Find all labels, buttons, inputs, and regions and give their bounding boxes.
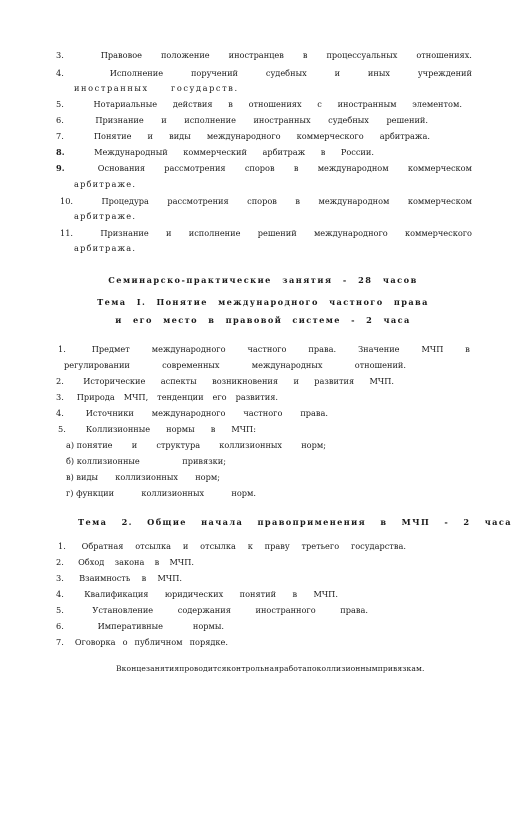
list-item: 1. Предмет международного частного права. Значение МЧП в bbox=[58, 344, 470, 354]
topic1-title-line2: и его место в правовой системе - 2 часа bbox=[115, 315, 411, 325]
list-item: 8. Международный коммерческий арбитраж в России. bbox=[56, 147, 374, 157]
list-item-continuation: иностранных государств. bbox=[74, 83, 239, 93]
list-item: 3. Взаимность в МЧП. bbox=[56, 573, 182, 583]
list-item: 5. Установление содержания иностранного права. bbox=[56, 605, 368, 615]
list-item: 9. Основания рассмотрения споров в международном коммерческом bbox=[56, 163, 472, 173]
topic1-title-line1: Тема I. Понятие международного частного права bbox=[97, 297, 429, 307]
topic2-title: Тема 2. Общие начала правоприменения в МЧП - 2 часа bbox=[78, 517, 512, 527]
list-item: 6. Признание и исполнение иностранных судебных решений. bbox=[56, 115, 428, 125]
list-item: 3. Правовое положение иностранцев в процессуальных отношениях. bbox=[56, 50, 472, 60]
section-title: Семинарско-практические занятия - 28 часов bbox=[108, 275, 418, 285]
sub-item: г) функции коллизионных норм. bbox=[66, 488, 256, 498]
list-item: 1. Обратная отсылка и отсылка к праву третьего государства. bbox=[58, 541, 406, 551]
list-item: 6. Императивные нормы. bbox=[56, 621, 224, 631]
list-item-continuation: регулировании современных международных отношений. bbox=[64, 360, 406, 370]
list-item-continuation: арбитраже. bbox=[74, 211, 137, 221]
list-item: 5. Нотариальные действия в отношениях с иностранным элементом. bbox=[56, 99, 462, 109]
list-item: 5. Коллизионные нормы в МЧП: bbox=[58, 424, 256, 434]
list-item-continuation: арбитраже. bbox=[74, 179, 137, 189]
list-item: 10. Процедура рассмотрения споров в международном коммерческом bbox=[60, 196, 472, 206]
list-item-continuation: арбитража. bbox=[74, 243, 137, 253]
list-item: 2. Исторические аспекты возникновения и развития МЧП. bbox=[56, 376, 394, 386]
list-item: 7. Оговорка о публичном порядке. bbox=[56, 637, 228, 647]
list-item: 2. Обход закона в МЧП. bbox=[56, 557, 194, 567]
item-number: 3. bbox=[56, 50, 64, 60]
list-item: 3. Природа МЧП, тенденции его развития. bbox=[56, 392, 278, 402]
list-item: 4. Источники международного частного права. bbox=[56, 408, 328, 418]
list-item: 7. Понятие и виды международного коммерческого арбитража. bbox=[56, 131, 430, 141]
list-item: 11. Признание и исполнение решений международного коммерческого bbox=[60, 228, 472, 238]
list-item: 4. Исполнение поручений судебных и иных учреждений bbox=[56, 68, 472, 78]
sub-item: в) виды коллизионных норм; bbox=[66, 472, 220, 482]
sub-item: а) понятие и структура коллизионных норм; bbox=[66, 440, 326, 450]
footer-note: Вконцезанятияпроводитсяконтрольнаяработапоколлизионнымпривязкам. bbox=[116, 664, 425, 673]
sub-item: б) коллизионные привязки; bbox=[66, 456, 226, 466]
list-item: 4. Квалификация юридических понятий в МЧП. bbox=[56, 589, 338, 599]
